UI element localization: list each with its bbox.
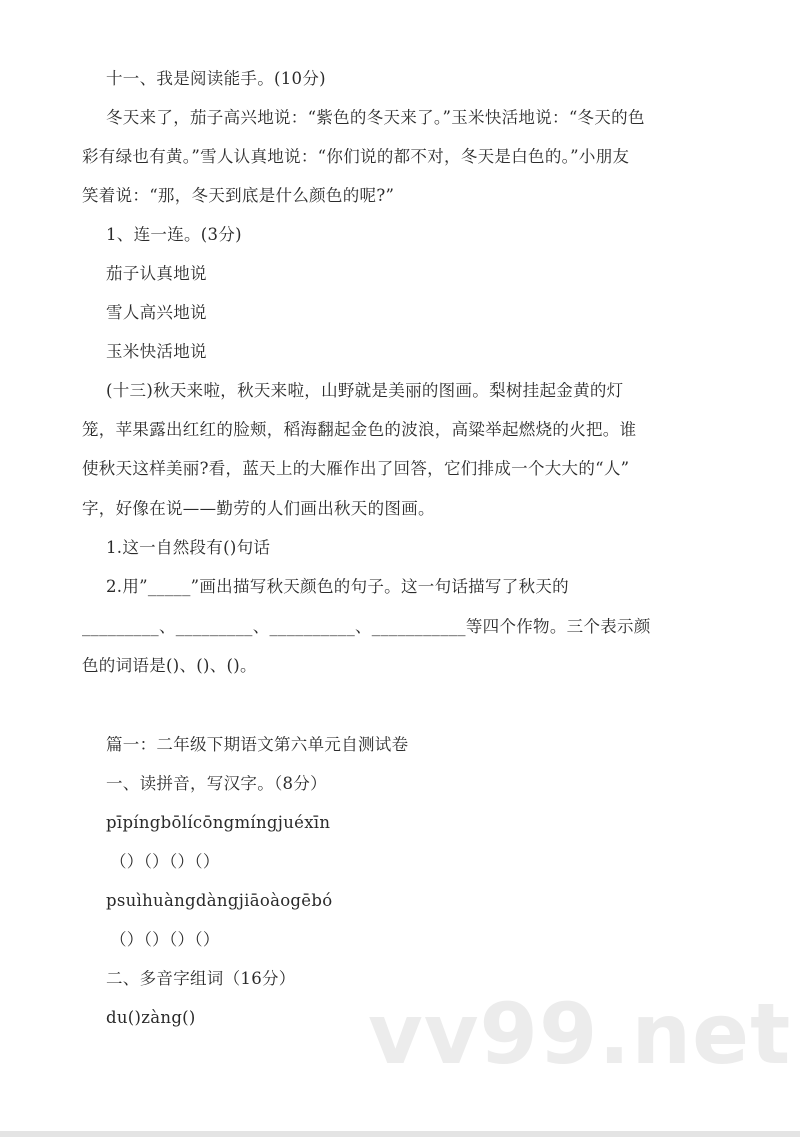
question: 2.用”_____”画出描写秋天颜色的句子。这一句话描写了秋天的 (106, 577, 569, 596)
match-item: 雪人高兴地说 (106, 303, 207, 322)
paragraph-line: 笑着说：“那，冬天到底是什么颜色的呢?” (82, 186, 395, 205)
match-item: 茄子认真地说 (106, 264, 207, 283)
section-heading: 十一、我是阅读能手。(10分) (106, 69, 326, 88)
answer-blanks: （）（）（）（） (110, 930, 220, 949)
exam-title: 篇一：二年级下期语文第六单元自测试卷 (106, 735, 409, 754)
watermark: vv99.net (368, 985, 792, 1083)
section-heading: 一、读拼音，写汉字。（8分） (106, 774, 327, 793)
question: 1.这一自然段有()句话 (106, 538, 271, 557)
paragraph-line: 冬天来了，茄子高兴地说：“紫色的冬天来了。”玉米快活地说：“冬天的色 (106, 108, 645, 127)
question: _________、_________、__________、___________等四个作物。三个表示颜 (82, 617, 651, 636)
match-item: 玉米快活地说 (106, 342, 207, 361)
paragraph-line: (十三)秋天来啦，秋天来啦，山野就是美丽的图画。梨树挂起金黄的灯 (106, 381, 624, 400)
pinyin-line: psuìhuàngdàngjiāoàogēbó (106, 891, 333, 910)
answer-blanks: （）（）（）（） (110, 852, 220, 871)
question: du()zàng() (106, 1008, 196, 1027)
paragraph-line: 彩有绿也有黄。”雪人认真地说：“你们说的都不对，冬天是白色的。”小朋友 (82, 147, 630, 166)
section-heading: 二、多音字组词（16分） (106, 969, 296, 988)
paragraph-line: 笼，苹果露出红红的脸颊，稻海翻起金色的波浪，高粱举起燃烧的火把。谁 (82, 420, 637, 439)
question-heading: 1、连一连。(3分) (106, 225, 242, 244)
question: 色的词语是()、()、()。 (82, 656, 257, 675)
pinyin-line: pīpíngbōlícōngmíngjuéxīn (106, 813, 331, 832)
paragraph-line: 字，好像在说——勤劳的人们画出秋天的图画。 (82, 499, 435, 518)
page-bottom-edge (0, 1131, 800, 1137)
paragraph-line: 使秋天这样美丽?看，蓝天上的大雁作出了回答，它们排成一个大大的“人” (82, 459, 630, 478)
